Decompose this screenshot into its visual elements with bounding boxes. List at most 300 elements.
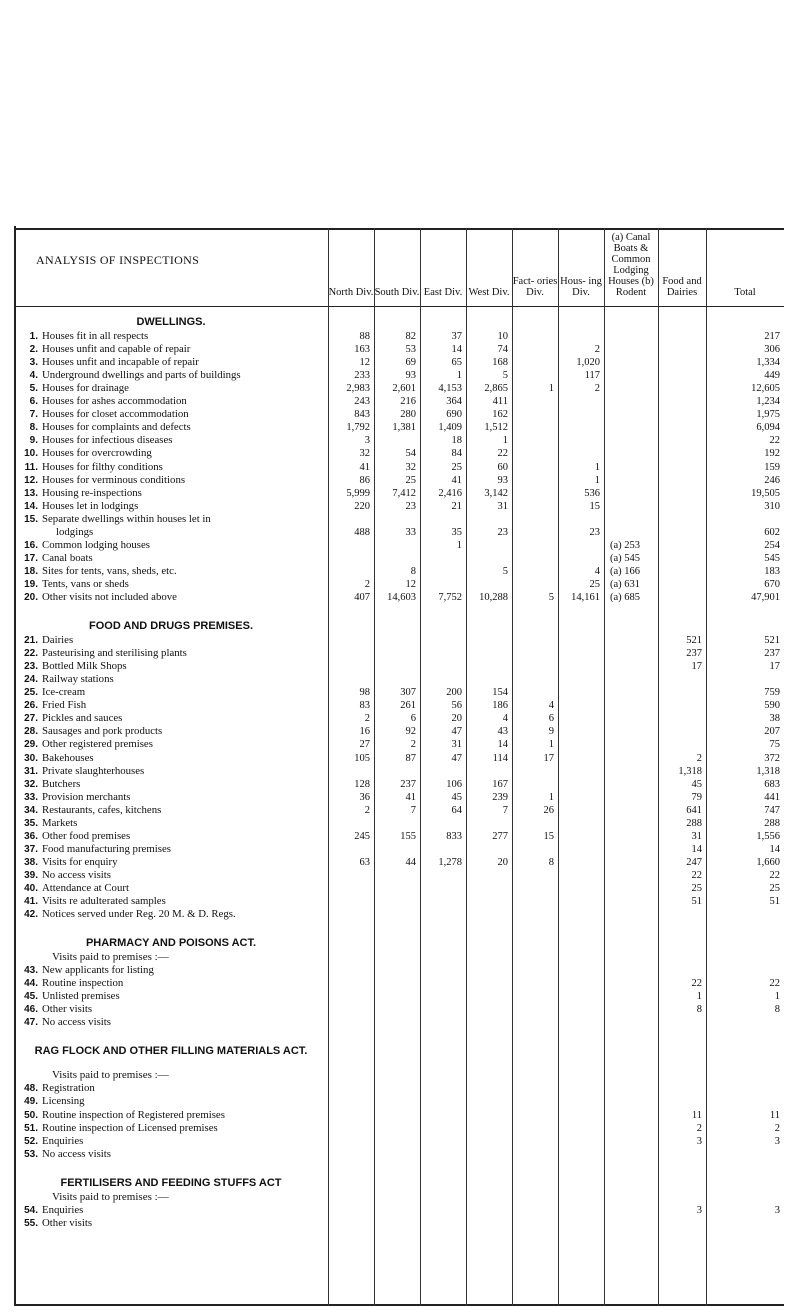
row-number: 53. bbox=[24, 1148, 38, 1160]
table-cell: 31 bbox=[691, 830, 702, 842]
table-cell: 1 bbox=[548, 791, 554, 803]
table-cell: 41 bbox=[405, 791, 416, 803]
row-label: New applicants for listing bbox=[42, 964, 154, 977]
column-header: East Div. bbox=[423, 287, 463, 298]
table-cell: 84 bbox=[451, 448, 462, 460]
table-cell: 22 bbox=[691, 869, 702, 881]
row-label: Fried Fish bbox=[42, 699, 87, 712]
table-row bbox=[16, 500, 784, 513]
row-number: 41. bbox=[24, 896, 38, 908]
table-cell: 1 bbox=[774, 991, 780, 1003]
table-row bbox=[16, 830, 784, 843]
row-number: 48. bbox=[24, 1083, 38, 1095]
row-label: Other food premises bbox=[42, 829, 131, 842]
section-heading: DWELLINGS. bbox=[136, 316, 206, 328]
row-label: Dairies bbox=[42, 634, 74, 647]
row-label: Other visits bbox=[42, 1216, 93, 1229]
table-cell: 22 bbox=[497, 448, 508, 460]
column-header: South Div. bbox=[374, 287, 420, 298]
table-cell: 27 bbox=[359, 739, 370, 751]
column-header: North Div. bbox=[328, 287, 374, 298]
table-cell: 239 bbox=[492, 791, 508, 803]
table-cell: 2,983 bbox=[346, 383, 370, 395]
row-label: Pickles and sauces bbox=[42, 712, 123, 725]
table-row bbox=[16, 765, 784, 778]
inspections-table bbox=[16, 228, 784, 1306]
table-cell: 1,318 bbox=[678, 765, 702, 777]
table-row bbox=[16, 1217, 784, 1230]
table-row bbox=[16, 447, 784, 460]
row-number: 9. bbox=[29, 435, 38, 447]
table-row bbox=[16, 512, 784, 538]
table-row bbox=[16, 1082, 784, 1095]
table-cell: 105 bbox=[354, 752, 370, 764]
row-label: No access visits bbox=[42, 868, 111, 881]
table-cell: 7 bbox=[410, 804, 416, 816]
table-cell: 79 bbox=[691, 791, 702, 803]
table-cell: 32 bbox=[359, 448, 370, 460]
table-cell: 8 bbox=[410, 565, 416, 577]
row-label: Housing re-inspections bbox=[42, 486, 142, 499]
table-cell: 1,975 bbox=[756, 409, 780, 421]
table-cell: 51 bbox=[691, 896, 702, 908]
table-row bbox=[16, 395, 784, 408]
row-number: 52. bbox=[24, 1135, 38, 1147]
table-row bbox=[16, 408, 784, 421]
table-cell: 98 bbox=[359, 687, 370, 699]
table-row bbox=[16, 1204, 784, 1217]
table-cell: 14,603 bbox=[387, 592, 416, 603]
row-number: 26. bbox=[24, 700, 38, 712]
row-number: 47. bbox=[24, 1017, 38, 1029]
row-label: Houses for overcrowding bbox=[42, 447, 152, 460]
table-cell: 7 bbox=[502, 804, 508, 816]
row-label: Other registered premises bbox=[42, 738, 153, 751]
table-cell: 1,234 bbox=[756, 396, 780, 408]
row-label: Houses for complaints and defects bbox=[42, 421, 191, 434]
row-label: Houses for ashes accommodation bbox=[42, 395, 187, 408]
row-number: 2. bbox=[29, 344, 38, 356]
table-cell: 92 bbox=[405, 726, 416, 738]
row-label: Houses unfit and capable of repair bbox=[42, 343, 191, 356]
table-row bbox=[16, 725, 784, 738]
table-cell: 216 bbox=[400, 396, 416, 408]
table-row bbox=[16, 804, 784, 817]
table-cell: 93 bbox=[405, 370, 416, 382]
table-cell: 237 bbox=[400, 778, 416, 790]
table-row bbox=[16, 752, 784, 765]
row-number: 55. bbox=[24, 1217, 38, 1229]
table-cell: 277 bbox=[492, 830, 508, 842]
table-cell: (a) 253 bbox=[610, 539, 641, 551]
table-row bbox=[16, 369, 784, 382]
table-cell: 82 bbox=[405, 331, 416, 342]
table-cell: 23 bbox=[589, 526, 600, 538]
table-cell: 6 bbox=[548, 713, 554, 725]
row-number: 7. bbox=[29, 409, 38, 421]
table-cell: 237 bbox=[764, 648, 780, 660]
table-cell: 747 bbox=[764, 804, 780, 816]
table-cell: 4 bbox=[548, 700, 554, 712]
table-row bbox=[16, 578, 784, 591]
table-cell: 33 bbox=[405, 526, 416, 538]
table-cell: 2,865 bbox=[484, 383, 508, 395]
table-row bbox=[16, 778, 784, 791]
table-cell: 590 bbox=[764, 700, 780, 712]
table-row bbox=[16, 738, 784, 751]
table-cell: 683 bbox=[764, 778, 780, 790]
table-cell: 6 bbox=[410, 713, 416, 725]
table-cell: 364 bbox=[446, 396, 462, 408]
table-cell: 2 bbox=[364, 713, 370, 725]
table-cell: 7,412 bbox=[392, 487, 416, 499]
table-cell: 6,094 bbox=[756, 422, 780, 434]
table-cell: 4 bbox=[502, 713, 508, 725]
row-label: Enquiries bbox=[42, 1203, 84, 1216]
table-cell: 21 bbox=[451, 500, 462, 512]
section-heading: FERTILISERS AND FEEDING STUFFS ACT bbox=[60, 1176, 282, 1189]
row-label: No access visits bbox=[42, 1147, 111, 1160]
table-cell: 20 bbox=[451, 713, 462, 725]
row-number: 3. bbox=[29, 357, 38, 369]
table-cell: 1,792 bbox=[346, 422, 370, 434]
table-cell: 1,556 bbox=[756, 830, 780, 842]
row-number: 34. bbox=[24, 804, 38, 816]
table-cell: 44 bbox=[405, 856, 416, 868]
table-cell: 2,601 bbox=[392, 383, 416, 395]
table-row bbox=[16, 487, 784, 500]
table-cell: 35 bbox=[451, 526, 462, 538]
table-row bbox=[16, 843, 784, 856]
table-cell: 237 bbox=[686, 648, 702, 660]
row-number: 11. bbox=[24, 461, 38, 473]
table-cell: 47 bbox=[451, 726, 462, 738]
table-cell: 14 bbox=[691, 843, 702, 855]
row-number: 54. bbox=[24, 1204, 38, 1216]
table-row bbox=[16, 647, 784, 660]
table-cell: 11 bbox=[769, 1109, 780, 1121]
table-cell: 23 bbox=[497, 526, 508, 538]
table-cell: 1,660 bbox=[756, 856, 780, 868]
table-cell: 87 bbox=[405, 752, 416, 764]
row-number: 46. bbox=[24, 1004, 38, 1016]
table-cell: 63 bbox=[359, 856, 370, 868]
table-row bbox=[16, 699, 784, 712]
table-cell: 1,512 bbox=[484, 422, 508, 434]
row-number: 4. bbox=[29, 370, 38, 382]
table-row bbox=[16, 817, 784, 830]
table-cell: 51 bbox=[769, 896, 780, 908]
row-number: 5. bbox=[29, 383, 38, 395]
row-label: Notices served under Reg. 20 M. & D. Regs. bbox=[42, 908, 236, 921]
row-label: Private slaughterhouses bbox=[42, 764, 145, 777]
table-row bbox=[16, 977, 784, 990]
section-subheading: Visits paid to premises :— bbox=[52, 1069, 169, 1082]
table-cell: 64 bbox=[451, 804, 462, 816]
table-cell: 117 bbox=[584, 370, 600, 382]
section-subheading: Visits paid to premises :— bbox=[52, 951, 169, 964]
table-cell: 18 bbox=[451, 435, 462, 447]
table-cell: 1 bbox=[456, 539, 462, 551]
header-rule bbox=[16, 306, 784, 307]
table-row bbox=[16, 356, 784, 369]
column-header: ANALYSIS OF INSPECTIONS bbox=[36, 252, 200, 267]
table-row bbox=[16, 1095, 784, 1108]
row-label: Bakehouses bbox=[42, 751, 94, 764]
table-cell: 407 bbox=[354, 592, 370, 603]
table-cell: 1 bbox=[594, 461, 600, 473]
row-label: Houses fit in all respects bbox=[42, 330, 149, 342]
table-row bbox=[16, 791, 784, 804]
table-bottom-rule bbox=[16, 1304, 784, 1306]
table-cell: 1 bbox=[548, 739, 554, 751]
section-heading: PHARMACY AND POISONS ACT. bbox=[85, 937, 257, 950]
table-cell: 22 bbox=[769, 869, 780, 881]
table-cell: 280 bbox=[400, 409, 416, 421]
row-number: 28. bbox=[24, 726, 38, 738]
table-cell: 16 bbox=[359, 726, 370, 738]
table-cell: 25 bbox=[691, 883, 702, 894]
row-label: Unlisted premises bbox=[42, 990, 120, 1003]
table-cell: 162 bbox=[492, 409, 508, 421]
table-cell: 521 bbox=[686, 635, 702, 647]
table-cell: 5 bbox=[502, 565, 508, 577]
table-cell: 14,161 bbox=[571, 592, 600, 603]
table-cell: 2 bbox=[594, 383, 600, 395]
table-cell: 41 bbox=[359, 461, 370, 473]
table-cell: 17 bbox=[769, 661, 780, 673]
row-number: 13. bbox=[24, 487, 38, 499]
table-cell: 93 bbox=[497, 474, 508, 486]
table-cell: 1,381 bbox=[392, 422, 416, 434]
table-cell: 12 bbox=[359, 357, 370, 369]
table-cell: 47 bbox=[451, 752, 462, 764]
row-label: Routine inspection of Licensed premises bbox=[42, 1121, 218, 1134]
table-row bbox=[16, 673, 784, 686]
table-cell: 8 bbox=[774, 1004, 780, 1016]
table-row bbox=[16, 1109, 784, 1122]
table-cell: 246 bbox=[764, 474, 780, 486]
table-cell: 1 bbox=[456, 370, 462, 382]
table-cell: 3 bbox=[774, 1135, 780, 1147]
table-cell: 306 bbox=[764, 344, 780, 356]
table-cell: 56 bbox=[451, 700, 462, 712]
row-label: Houses for filthy conditions bbox=[42, 460, 163, 473]
table-cell: 19,505 bbox=[751, 487, 780, 499]
table-cell: 17 bbox=[691, 661, 702, 673]
table-cell: 155 bbox=[400, 830, 416, 842]
row-label: Underground dwellings and parts of buildings bbox=[42, 369, 241, 382]
row-number: 29. bbox=[24, 739, 38, 751]
row-number: 10. bbox=[24, 448, 38, 460]
row-label: Common lodging houses bbox=[42, 538, 150, 551]
table-cell: 10 bbox=[497, 331, 508, 342]
row-label: Railway stations bbox=[42, 673, 114, 686]
table-cell: 602 bbox=[764, 526, 780, 538]
row-number: 24. bbox=[24, 674, 38, 686]
table-cell: 32 bbox=[405, 461, 416, 473]
table-cell: 22 bbox=[769, 435, 780, 447]
section-heading: RAG FLOCK AND OTHER FILLING MATERIALS ACT. bbox=[34, 1045, 308, 1058]
table-cell: 4,153 bbox=[438, 383, 462, 395]
row-number: 18. bbox=[24, 565, 38, 577]
table-cell: 12,605 bbox=[751, 383, 780, 395]
row-label: Food manufacturing premises bbox=[42, 842, 171, 855]
table-cell: 25 bbox=[405, 474, 416, 486]
table-cell: 2 bbox=[364, 578, 370, 590]
table-cell: 65 bbox=[451, 357, 462, 369]
row-number: 19. bbox=[24, 578, 38, 590]
table-row bbox=[16, 343, 784, 356]
row-label: Licensing bbox=[42, 1095, 85, 1108]
table-cell: 183 bbox=[764, 565, 780, 577]
table-cell: 3 bbox=[696, 1135, 702, 1147]
row-number: 27. bbox=[24, 713, 38, 725]
table-cell: 310 bbox=[764, 500, 780, 512]
table-cell: 25 bbox=[769, 883, 780, 894]
table-cell: 2 bbox=[696, 752, 702, 764]
row-label: No access visits bbox=[42, 1016, 111, 1029]
table-cell: 12 bbox=[405, 578, 416, 590]
table-row bbox=[16, 421, 784, 434]
row-number: 37. bbox=[24, 843, 38, 855]
table-cell: 186 bbox=[492, 700, 508, 712]
table-row bbox=[16, 461, 784, 474]
table-cell: 38 bbox=[769, 713, 780, 725]
row-label: Sites for tents, vans, sheds, etc. bbox=[42, 564, 177, 577]
table-cell: 25 bbox=[589, 578, 600, 590]
table-cell: 8 bbox=[696, 1004, 702, 1016]
table-cell: 1,409 bbox=[438, 422, 462, 434]
table-cell: 1 bbox=[696, 991, 702, 1003]
table-row bbox=[16, 856, 784, 869]
table-cell: 114 bbox=[492, 752, 508, 764]
row-number: 15. bbox=[24, 513, 38, 525]
row-number: 33. bbox=[24, 791, 38, 803]
table-cell: (a) 685 bbox=[610, 592, 641, 603]
table-cell: 22 bbox=[769, 978, 780, 990]
table-cell: 4 bbox=[594, 565, 600, 577]
table-cell: 168 bbox=[492, 357, 508, 369]
table-row bbox=[16, 591, 784, 604]
table-cell: 75 bbox=[769, 739, 780, 751]
row-number: 12. bbox=[24, 474, 38, 486]
row-label: Separate dwellings within houses let in bbox=[42, 512, 211, 525]
table-row bbox=[16, 634, 784, 647]
table-cell: 1 bbox=[594, 474, 600, 486]
table-cell: 8 bbox=[548, 856, 554, 868]
table-cell: 449 bbox=[764, 370, 780, 382]
table-cell: 2 bbox=[696, 1122, 702, 1134]
table-row bbox=[16, 474, 784, 487]
table-cell: 47,901 bbox=[751, 592, 780, 603]
table-row bbox=[16, 1135, 784, 1148]
row-label: Registration bbox=[42, 1082, 95, 1095]
table-row bbox=[16, 1148, 784, 1161]
row-number: 14. bbox=[24, 500, 38, 512]
row-number: 21. bbox=[24, 635, 38, 647]
row-label: Visits re adulterated samples bbox=[42, 895, 166, 908]
table-cell: 31 bbox=[451, 739, 462, 751]
table-cell: (a) 631 bbox=[610, 578, 641, 590]
table-cell: 7,752 bbox=[438, 592, 462, 603]
column-header: Hous- ing Div. bbox=[560, 276, 602, 298]
row-label: Houses for drainage bbox=[42, 382, 129, 395]
row-label: Routine inspection bbox=[42, 977, 124, 990]
table-cell: 1 bbox=[548, 383, 554, 395]
table-cell: 2 bbox=[594, 344, 600, 356]
section-heading: FOOD AND DRUGS PREMISES. bbox=[89, 620, 253, 633]
row-label: Butchers bbox=[42, 777, 81, 790]
table-cell: 2,416 bbox=[438, 487, 462, 499]
row-number: 39. bbox=[24, 869, 38, 881]
table-row bbox=[16, 964, 784, 977]
table-cell: 69 bbox=[405, 357, 416, 369]
row-label: Houses let in lodgings bbox=[42, 499, 139, 512]
column-header: West Div. bbox=[468, 287, 510, 298]
table-cell: 36 bbox=[359, 791, 370, 803]
column-header: Fact- ories Div. bbox=[512, 276, 558, 298]
row-number: 1. bbox=[29, 331, 38, 342]
table-row bbox=[16, 990, 784, 1003]
table-cell: (a) 545 bbox=[610, 552, 641, 564]
row-label: Pasteurising and sterilising plants bbox=[42, 647, 187, 660]
table-cell: 521 bbox=[764, 635, 780, 647]
table-cell: 288 bbox=[686, 817, 702, 829]
row-number: 45. bbox=[24, 991, 38, 1003]
row-label: Ice-cream bbox=[42, 686, 86, 699]
table-cell: 217 bbox=[764, 331, 780, 342]
table-cell: 83 bbox=[359, 700, 370, 712]
table-cell: 22 bbox=[691, 978, 702, 990]
table-cell: 20 bbox=[497, 856, 508, 868]
table-cell: 759 bbox=[764, 687, 780, 699]
column-header: Food and Dairies bbox=[662, 276, 702, 298]
table-cell: 254 bbox=[764, 539, 780, 551]
table-cell: 10,288 bbox=[479, 592, 508, 603]
row-label: Provision merchants bbox=[42, 790, 131, 803]
table-cell: 1,278 bbox=[438, 856, 462, 868]
table-cell: 5,999 bbox=[346, 487, 370, 499]
table-cell: 15 bbox=[543, 830, 554, 842]
table-cell: 163 bbox=[354, 344, 370, 356]
table-cell: (a) 166 bbox=[610, 565, 641, 577]
table-cell: 441 bbox=[764, 791, 780, 803]
table-row bbox=[16, 330, 784, 343]
table-cell: 833 bbox=[446, 830, 462, 842]
table-cell: 200 bbox=[446, 687, 462, 699]
column-header: Total bbox=[734, 287, 756, 298]
row-label: Houses for closet accommodation bbox=[42, 408, 189, 421]
table-cell: 207 bbox=[764, 726, 780, 738]
row-number: 23. bbox=[24, 661, 38, 673]
row-number: 20. bbox=[24, 592, 38, 603]
row-label: Restaurants, cafes, kitchens bbox=[42, 803, 162, 816]
row-label: Houses unfit and incapable of repair bbox=[42, 356, 199, 369]
row-number: 17. bbox=[24, 552, 38, 564]
table-cell: 11 bbox=[691, 1109, 702, 1121]
table-cell: 128 bbox=[354, 778, 370, 790]
table-row bbox=[16, 908, 784, 921]
column-header: (a) Canal Boats & Common Lodging Houses (b) Rodent bbox=[608, 232, 654, 298]
table-row bbox=[16, 882, 784, 895]
row-number: 30. bbox=[24, 752, 38, 764]
row-number: 8. bbox=[29, 422, 38, 434]
table-cell: 14 bbox=[451, 344, 462, 356]
table-cell: 15 bbox=[589, 500, 600, 512]
table-row bbox=[16, 1016, 784, 1029]
table-cell: 1,020 bbox=[576, 357, 600, 369]
